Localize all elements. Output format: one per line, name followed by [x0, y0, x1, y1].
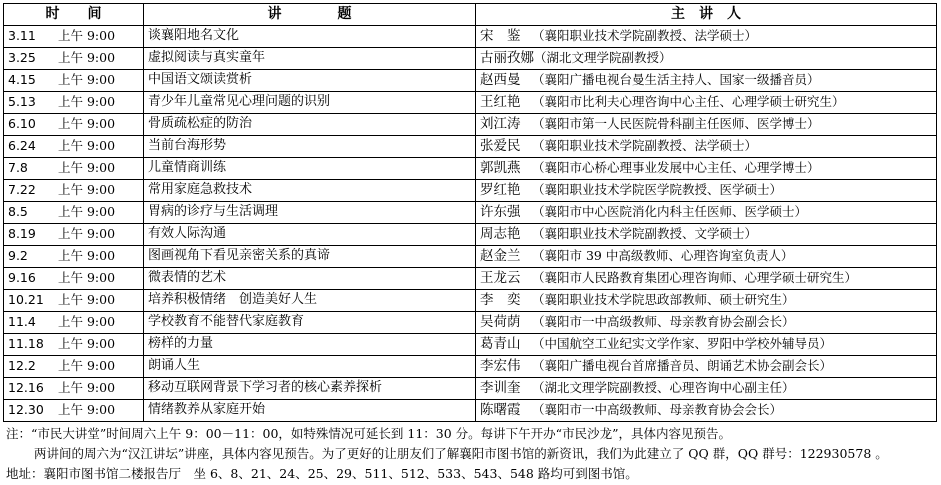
note-time: 注：“市民大讲堂”时间周六上午 9：00－11：00，如特殊情况可延长到 11：30 分。每讲下午开办“市民沙龙”，具体内容见预告。	[6, 426, 731, 441]
speaker-name: 刘江涛	[480, 115, 521, 132]
speaker-affiliation: （襄阳市第一人民医院骨科副主任医师、医学博士）	[532, 115, 820, 131]
lecture-topic: 图画视角下看见亲密关系的真谛	[144, 245, 476, 267]
table-header-row	[4, 4, 937, 26]
lecture-date: 3.25	[8, 49, 36, 65]
speaker-cell	[476, 311, 937, 333]
time-cell	[4, 355, 144, 377]
speaker-affiliation: （襄阳市心桥心理事业发展中心主任、心理学博士）	[532, 159, 820, 175]
lecture-time: 上午 9:00	[58, 401, 116, 417]
header-speaker: 主 讲 人	[476, 4, 937, 26]
table-row	[4, 223, 937, 245]
lecture-topic: 胃病的诊疗与生活调理	[144, 201, 476, 223]
speaker-affiliation: （襄阳市一中高级教师、母亲教育协会会长）	[532, 401, 783, 417]
speaker-name: 许东强	[480, 203, 521, 220]
lecture-time: 上午 9:00	[58, 203, 116, 219]
speaker-name: 赵金兰	[480, 247, 521, 264]
speaker-name: 宋 鉴	[480, 27, 521, 44]
lecture-time: 上午 9:00	[58, 137, 116, 153]
speaker-name: 葛青山	[480, 335, 521, 352]
speaker-cell	[476, 69, 937, 91]
table-row	[4, 377, 937, 399]
lecture-time: 上午 9:00	[58, 269, 116, 285]
table-row	[4, 311, 937, 333]
table-row	[4, 69, 937, 91]
speaker-affiliation: （湖北文理学院副教授）	[534, 49, 672, 65]
lecture-topic: 移动互联网背景下学习者的核心素养探析	[144, 377, 476, 399]
table-row	[4, 113, 937, 135]
speaker-affiliation: （襄阳职业技术学院思政部教师、硕士研究生）	[532, 291, 795, 307]
speaker-cell	[476, 289, 937, 311]
speaker-cell	[476, 377, 937, 399]
lecture-topic: 朗诵人生	[144, 355, 476, 377]
speaker-cell	[476, 157, 937, 179]
lecture-topic: 谈襄阳地名文化	[144, 25, 476, 47]
speaker-name: 陈曙霞	[480, 401, 521, 418]
lecture-date: 12.2	[8, 357, 36, 373]
speaker-affiliation: （襄阳广播电视台曼生活主持人、国家一级播音员）	[532, 71, 820, 87]
speaker-name: 李训奎	[480, 379, 521, 396]
lecture-topic: 中国语文颂读赏析	[144, 69, 476, 91]
lecture-date: 7.22	[8, 181, 36, 197]
time-cell	[4, 91, 144, 113]
speaker-name: 古丽孜娜	[480, 49, 534, 66]
lecture-date: 8.19	[8, 225, 36, 241]
lecture-date: 11.18	[8, 335, 44, 351]
speaker-affiliation: （襄阳职业技术学院副教授、法学硕士）	[532, 27, 758, 43]
lecture-topic: 常用家庭急救技术	[144, 179, 476, 201]
notes-block	[6, 424, 936, 484]
lecture-date: 5.13	[8, 93, 36, 109]
time-cell	[4, 47, 144, 69]
speaker-name: 王龙云	[480, 269, 521, 286]
lecture-topic: 情绪教养从家庭开始	[144, 399, 476, 421]
lecture-time: 上午 9:00	[58, 71, 116, 87]
speaker-affiliation: （襄阳市人民路教育集团心理咨询师、心理学硕士研究生）	[532, 269, 858, 285]
time-cell	[4, 289, 144, 311]
table-row	[4, 91, 937, 113]
lecture-date: 12.30	[8, 401, 44, 417]
lecture-time: 上午 9:00	[58, 313, 116, 329]
lecture-time: 上午 9:00	[58, 225, 116, 241]
speaker-name: 郭凯燕	[480, 159, 521, 176]
speaker-cell	[476, 113, 937, 135]
time-cell	[4, 399, 144, 421]
lecture-date: 3.11	[8, 27, 36, 43]
lecture-topic: 青少年儿童常见心理问题的识别	[144, 91, 476, 113]
table-row	[4, 157, 937, 179]
lecture-time: 上午 9:00	[58, 357, 116, 373]
speaker-cell	[476, 91, 937, 113]
header-topic: 讲 题	[144, 4, 476, 26]
lecture-topic: 儿童情商训练	[144, 157, 476, 179]
speaker-name: 罗红艳	[480, 181, 521, 198]
table-row	[4, 245, 937, 267]
lecture-time: 上午 9:00	[58, 291, 116, 307]
speaker-name: 李 奕	[480, 291, 521, 308]
lecture-time: 上午 9:00	[58, 181, 116, 197]
speaker-cell	[476, 333, 937, 355]
time-cell	[4, 157, 144, 179]
table-row	[4, 399, 937, 421]
speaker-name: 赵西曼	[480, 71, 521, 88]
lecture-time: 上午 9:00	[58, 115, 116, 131]
speaker-affiliation: （襄阳职业技术学院副教授、法学硕士）	[532, 137, 758, 153]
time-cell	[4, 179, 144, 201]
speaker-cell	[476, 223, 937, 245]
lecture-topic: 学校教育不能替代家庭教育	[144, 311, 476, 333]
speaker-affiliation: （襄阳市一中高级教师、母亲教育协会副会长）	[532, 313, 795, 329]
lecture-topic: 培养积极情绪 创造美好人生	[144, 289, 476, 311]
lecture-date: 6.24	[8, 137, 36, 153]
time-cell	[4, 377, 144, 399]
lecture-date: 4.15	[8, 71, 36, 87]
lecture-date: 12.16	[8, 379, 44, 395]
lecture-topic: 当前台海形势	[144, 135, 476, 157]
speaker-cell	[476, 245, 937, 267]
speaker-cell	[476, 179, 937, 201]
lecture-time: 上午 9:00	[58, 27, 116, 43]
lecture-time: 上午 9:00	[58, 49, 116, 65]
time-cell	[4, 135, 144, 157]
speaker-affiliation: （中国航空工业纪实文学作家、罗阳中学校外辅导员）	[532, 335, 833, 351]
speaker-cell	[476, 25, 937, 47]
lecture-topic: 榜样的力量	[144, 333, 476, 355]
table-row	[4, 25, 937, 47]
speaker-name: 周志艳	[480, 225, 521, 242]
lecture-time: 上午 9:00	[58, 159, 116, 175]
lecture-time: 上午 9:00	[58, 335, 116, 351]
speaker-name: 王红艳	[480, 93, 521, 110]
note-qq-group: 两讲间的周六为“汉江讲坛”讲座，具体内容见预告。为了更好的让朋友们了解襄阳市图书馆的新资讯，我们为此建立了 QQ 群，QQ 群号：122930578 。	[34, 446, 888, 461]
lecture-date: 11.4	[8, 313, 36, 329]
speaker-cell	[476, 201, 937, 223]
table-row	[4, 267, 937, 289]
lecture-date: 7.8	[8, 159, 28, 175]
table-row	[4, 135, 937, 157]
lecture-schedule-table	[3, 3, 937, 422]
speaker-cell	[476, 135, 937, 157]
table-row	[4, 289, 937, 311]
table-row	[4, 47, 937, 69]
time-cell	[4, 245, 144, 267]
lecture-date: 10.21	[8, 291, 44, 307]
lecture-date: 6.10	[8, 115, 36, 131]
speaker-name: 李宏伟	[480, 357, 521, 374]
speaker-cell	[476, 267, 937, 289]
lecture-date: 8.5	[8, 203, 28, 219]
table-row	[4, 355, 937, 377]
time-cell	[4, 267, 144, 289]
time-cell	[4, 311, 144, 333]
speaker-affiliation: （襄阳市中心医院消化内科主任医师、医学硕士）	[532, 203, 808, 219]
speaker-affiliation: （襄阳广播电视台首席播音员、朗诵艺术协会副会长）	[532, 357, 833, 373]
table-row	[4, 333, 937, 355]
speaker-name: 吴荷荫	[480, 313, 521, 330]
speaker-affiliation: （襄阳市比利夫心理咨询中心主任、心理学硕士研究生）	[532, 93, 845, 109]
lecture-time: 上午 9:00	[58, 93, 116, 109]
speaker-affiliation: （襄阳职业技术学院副教授、文学硕士）	[532, 225, 758, 241]
time-cell	[4, 25, 144, 47]
speaker-cell	[476, 399, 937, 421]
lecture-time: 上午 9:00	[58, 247, 116, 263]
time-cell	[4, 69, 144, 91]
speaker-affiliation: （襄阳市 39 中高级教师、心理咨询室负责人）	[532, 247, 794, 263]
speaker-affiliation: （襄阳职业技术学院医学院教授、医学硕士）	[532, 181, 783, 197]
header-time: 时 间	[4, 4, 144, 26]
lecture-date: 9.2	[8, 247, 28, 263]
speaker-affiliation: （湖北文理学院副教授、心理咨询中心副主任）	[532, 379, 795, 395]
time-cell	[4, 113, 144, 135]
lecture-topic: 骨质疏松症的防治	[144, 113, 476, 135]
table-row	[4, 179, 937, 201]
lecture-topic: 微表情的艺术	[144, 267, 476, 289]
lecture-date: 9.16	[8, 269, 36, 285]
time-cell	[4, 201, 144, 223]
speaker-cell	[476, 355, 937, 377]
lecture-time: 上午 9:00	[58, 379, 116, 395]
note-address: 地址：襄阳市图书馆二楼报告厅 坐 6、8、21、24、25、29、511、512、533、543、548 路均可到图书馆。	[6, 466, 638, 481]
time-cell	[4, 223, 144, 245]
lecture-topic: 虚拟阅读与真实童年	[144, 47, 476, 69]
time-cell	[4, 333, 144, 355]
table-row	[4, 201, 937, 223]
speaker-cell	[476, 47, 937, 69]
speaker-name: 张爱民	[480, 137, 521, 154]
lecture-topic: 有效人际沟通	[144, 223, 476, 245]
